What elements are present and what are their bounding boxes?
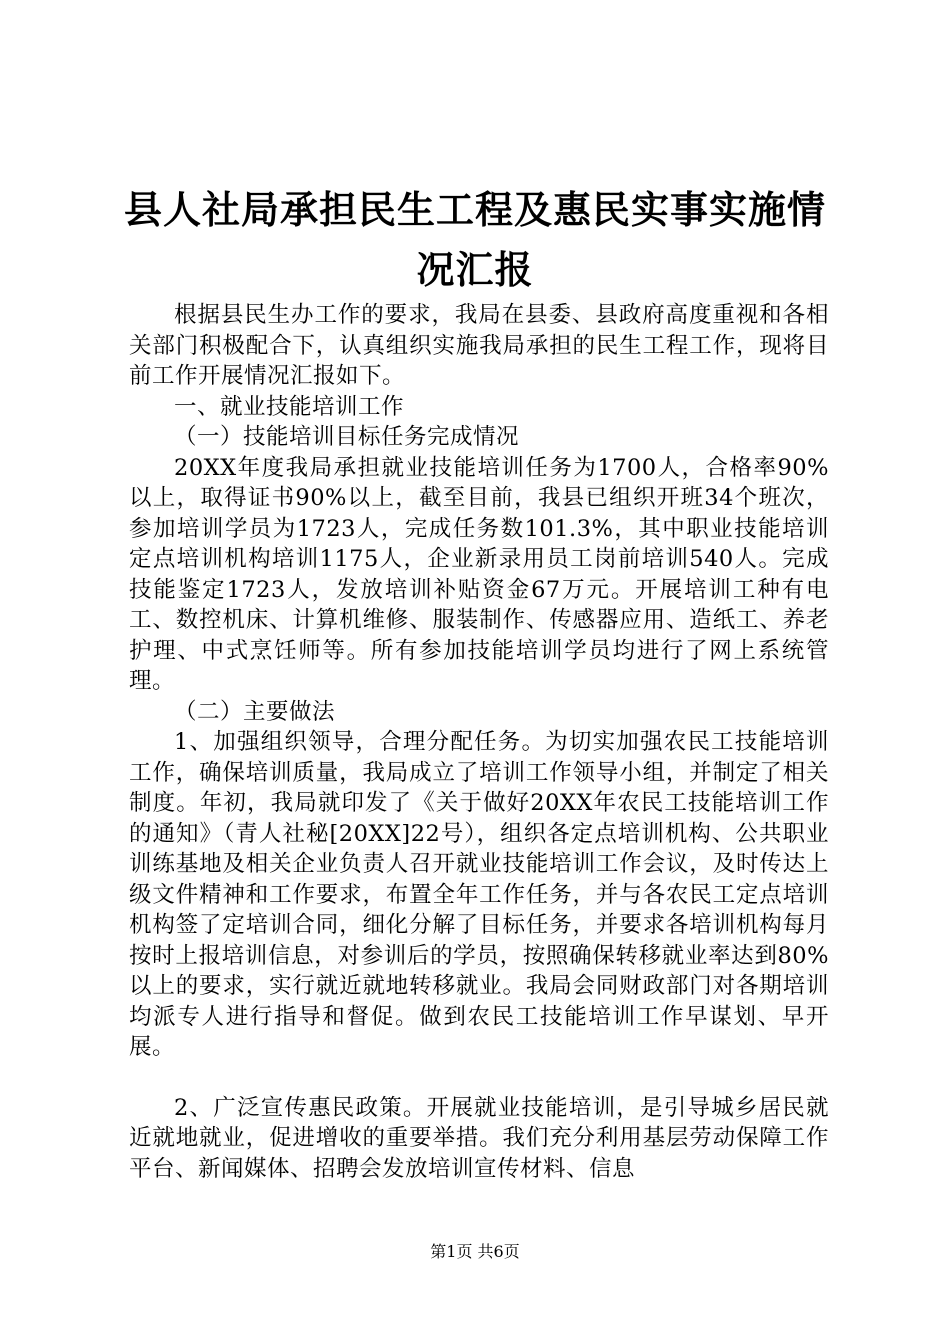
paragraph-intro: 根据县民生办工作的要求，我局在县委、县政府高度重视和各相关部门积极配合下，认真组织实施我局承担的民生工程工作，现将目前工作开展情况汇报如下。 — [129, 302, 829, 389]
document-body — [129, 300, 829, 1184]
heading-section-1: 一、就业技能培训工作 — [174, 393, 405, 420]
paragraph-measure-1: 1、加强组织领导，合理分配任务。为切实加强农民工技能培训工作，确保培训质量，我局成立了培训工作领导小组，并制定了相关制度。年初，我局就印发了《关于做好20XX年农民工技能培训工作的通知》（青人社秘[20XX]22号），组织各定点培训机构、公共职业训练基地及相关企业负责人召开就业技能培训工作会议，及时传达上级文件精神和工作要求，布置全年工作任务，并与各农民工定点培训机构签了定培训合同，细化分解了目标任务，并要求各培训机构每月按时上报培训信息，对参训后的学员，按照确保转移就业率达到80%以上的要求，实行就近就地转移就业。我局会同财政部门对各期培训均派专人进行指导和督促。做到农民工技能培训工作早谋划、早开展。 — [129, 729, 829, 1060]
heading-subsection-1: （一）技能培训目标任务完成情况 — [174, 424, 520, 450]
document-title: 县人社局承担民生工程及惠民实事实施情况汇报 — [123, 187, 826, 292]
heading-subsection-2: （二）主要做法 — [174, 698, 336, 725]
paragraph-training-status: 20XX年度我局承担就业技能培训任务为1700人，合格率90%以上，取得证书90%以上，截至目前，我县已组织开班34个班次，参加培训学员为1723人，完成任务数101.3%，其中职业技能培训定点培训机构培训1175人，企业新录用员工岗前培训540人。完成技能鉴定1723人，发放培训补贴资金67万元。开展培训工种有电工、数控机床、计算机维修、服装制作、传感器应用、造纸工、养老护理、中式烹饪师等。所有参加技能培训学员均进行了网上系统管理。 — [129, 454, 829, 694]
paragraph-measure-2: 2、广泛宣传惠民政策。开展就业技能培训，是引导城乡居民就近就地就业，促进增收的重要举措。我们充分利用基层劳动保障工作平台、新闻媒体、招聘会发放培训宣传材料、信息 — [129, 1094, 829, 1182]
page-footer: 第1页 共6页 — [430, 1242, 520, 1261]
